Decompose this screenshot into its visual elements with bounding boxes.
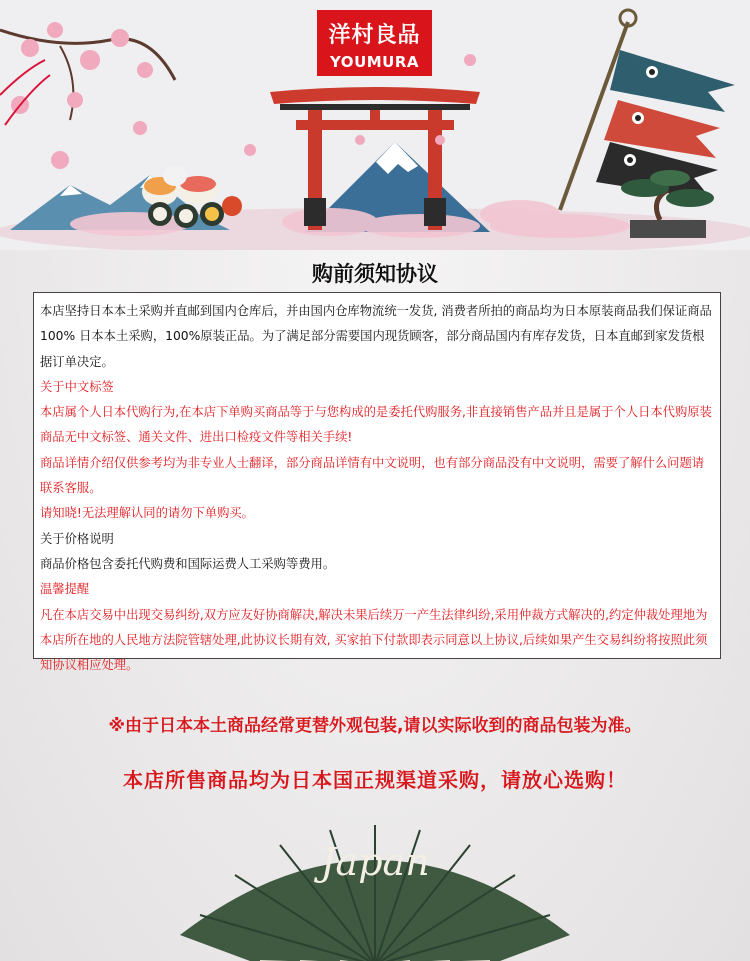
notice-heading-chinese-label: 关于中文标签: [40, 379, 114, 394]
notice-warning-text: 请知晓!无法理解认同的请勿下单购买。: [40, 506, 254, 521]
notice-chinese-label-text: 本店属个人日本代购行为,在本店下单购买商品等于与您构成的是委托代购服务,非直接销售产品并且是属于个人日本代购原装商品无中文标签、通关文件、进出口检疫文件等相关手续!: [40, 405, 712, 445]
brand-name-cn: 洋村良品: [328, 23, 421, 48]
packaging-notice: ※由于日本本土商品经常更替外观包装,请以实际收到的商品包装为准。: [108, 716, 642, 736]
notice-price-text: 商品价格包含委托代购费和国际运费人工采购等费用。: [40, 556, 336, 571]
notice-box: [33, 292, 721, 673]
brand-logo: [317, 10, 432, 76]
notice-heading-price: 关于价格说明: [40, 531, 114, 546]
notice-intro: 本店坚持日本本土采购并直邮到国内仓库后，并由国内仓库物流统一发货, 消费者所拍的商品均为日本原装商品我们保证商品100% 日本本土采购，100%原装正品。为了满足部分需要国内现货顾客，部分商品国内有库存发货，日本直邮到家发货根据订单决定。: [40, 304, 712, 369]
notice-heading-reminder: 温馨提醒: [40, 582, 90, 597]
page-title: 购前须知协议: [312, 262, 438, 286]
notice-translation-text: 商品详情介绍仅供参考均为非专业人士翻译，部分商品详情有中文说明，也有部分商品没有中文说明，需要了解什么问题请联系客服。: [40, 455, 705, 496]
authentic-notice: 本店所售商品均为日本国正规渠道采购，请放心选购！: [123, 768, 627, 792]
folding-fan-icon: [170, 815, 580, 961]
notice-dispute-text: 凡在本店交易中出现交易纠纷,双方应友好协商解决,解决未果后续万一产生法律纠纷,采用仲裁方式解决的,约定仲裁处理地为本店所在地的人民地方法院管辖处理,此协议长期有效, 买家拍下付款即表示同意以上协议,后续如果产生交易纠纷将按照此须知协议相应处理。: [40, 607, 708, 673]
fan-japan-text: Japan: [320, 840, 430, 884]
brand-name-en: YOUMURA: [329, 53, 420, 71]
